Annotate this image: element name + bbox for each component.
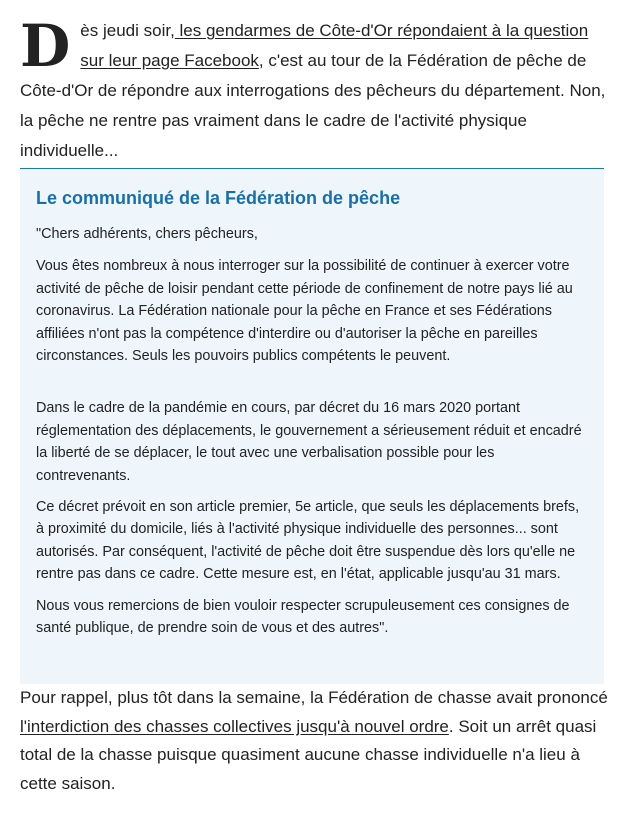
drop-cap: D bbox=[20, 12, 71, 80]
outro-text-end: . Soit un arrêt quasi total de la chasse puisque quasiment aucune chasse individuelle n'a lieu à cette saison. bbox=[20, 716, 597, 793]
outro-text-start: Pour rappel, plus tôt dans la semaine, la Fédération de chasse avait prononcé bbox=[20, 688, 608, 707]
press-release-paragraph: Dans le cadre de la pandémie en cours, par décret du 16 mars 2020 portant réglementation des déplacements, le gouvernement a sérieusement réduit et encadré la liberté de se déplacer, le tout avec une verbalisation possible pour les contrevenants. bbox=[36, 400, 582, 484]
press-release-paragraph: Vous êtes nombreux à nous interroger sur la possibilité de continuer à exercer votre activité de pêche de loisir pendant cette période de confinement de notre pays lié au coronavirus. La Fédération nationale pour la pêche en France et ses Fédérations affiliées n'ont pas la compétence d'interdire ou d'autoriser la pêche en pareilles circonstances. Seuls les pouvoirs publics compétents le peuvent. bbox=[36, 258, 573, 365]
press-release-box bbox=[20, 168, 604, 684]
intro-text-end: , c'est au tour de la Fédération de pêche de Côte-d'Or de répondre aux interrogations des pêcheurs du département. Non, la pêche ne rentre pas vraiment dans le cadre de l'activité physique individuelle... bbox=[20, 51, 606, 160]
intro-text-start: ès jeudi soir, bbox=[80, 21, 175, 40]
press-release-title: Le communiqué de la Fédération de pêche bbox=[36, 188, 401, 208]
press-release-greeting: "Chers adhérents, chers pêcheurs, bbox=[36, 226, 258, 242]
press-release-closing: Nous vous remercions de bien vouloir respecter scrupuleusement ces consignes de santé publique, de prendre soin de vous et des autres". bbox=[36, 597, 570, 637]
gendarmes-facebook-link[interactable]: les gendarmes de Côte-d'Or répondaient à la question sur leur page Facebook bbox=[80, 21, 589, 70]
outro-paragraph bbox=[20, 684, 610, 798]
press-release-paragraph: Ce décret prévoit en son article premier, 5e article, que seuls les déplacements brefs, à proximité du domicile, liés à l'activité physique individuelle des personnes... sont autorisés. Par conséquent, l'activité de pêche doit être suspendue dès lors qu'elle ne rentre pas dans ce cadre. Cette mesure est, en l'état, applicable jusqu'au 31 mars. bbox=[36, 499, 580, 583]
intro-paragraph bbox=[20, 12, 610, 166]
hunting-ban-link[interactable]: l'interdiction des chasses collectives jusqu'à nouvel ordre bbox=[20, 716, 449, 736]
